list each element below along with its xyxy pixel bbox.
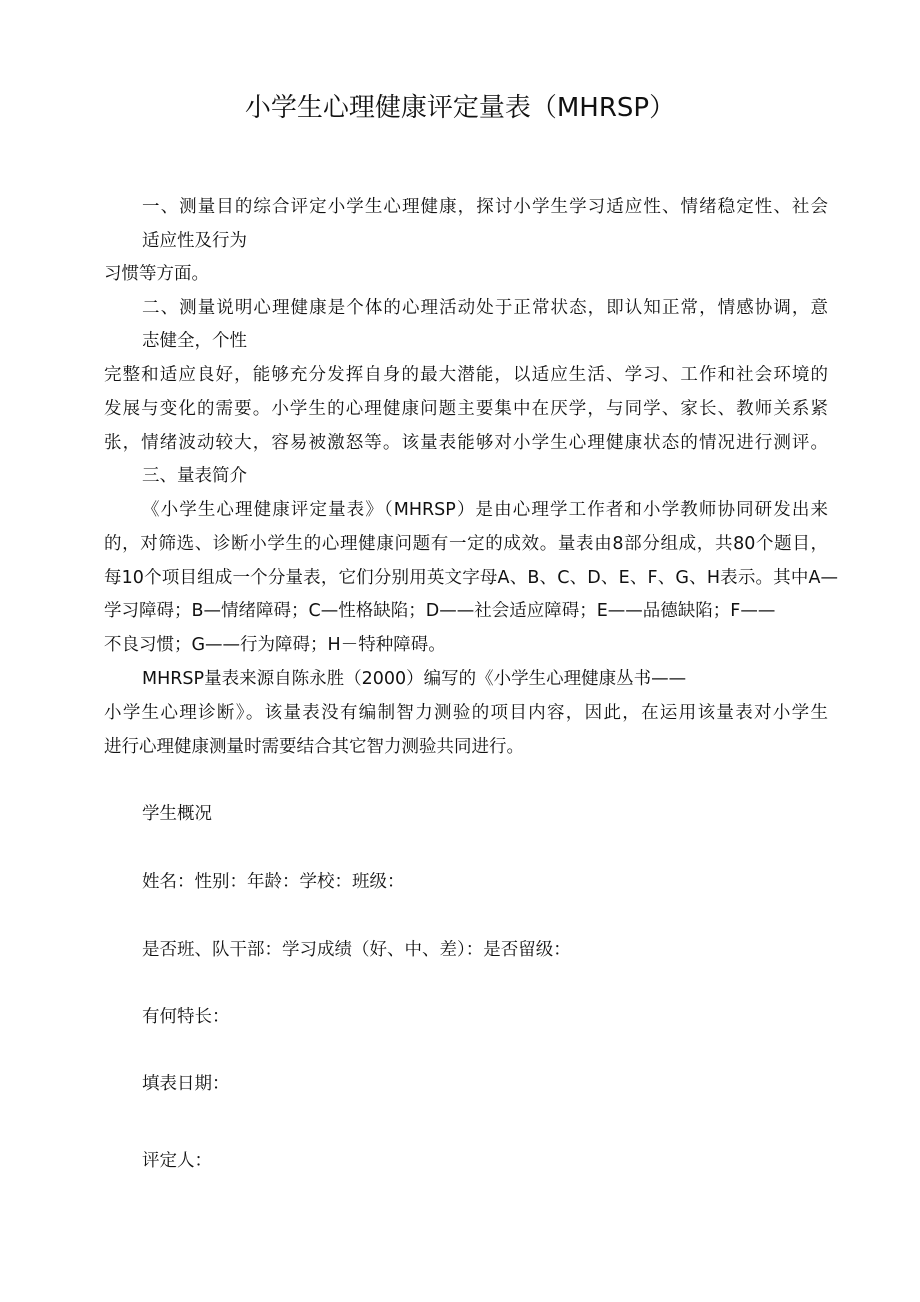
form-row-class-status: 是否班、队干部：学习成绩（好、中、差）：是否留级： bbox=[142, 940, 571, 960]
section3-p1-line3: 每10个项目组成一个分量表，它们分别用英文字母A、B、C、D、E、F、G、H表示。其中A— bbox=[104, 568, 838, 588]
section2-line1: 二、测量说明心理健康是个体的心理活动处于正常状态，即认知正常，情感协调，意 bbox=[142, 298, 828, 318]
form-row-basic-info: 姓名：性别：年龄：学校：班级： bbox=[142, 872, 405, 892]
document-title: 小学生心理健康评定量表（MHRSP） bbox=[244, 93, 676, 123]
section2-line4: 发展与变化的需要。小学生的心理健康问题主要集中在厌学，与同学、家长、教师关系紧 bbox=[104, 399, 828, 419]
form-row-fill-date: 填表日期： bbox=[142, 1074, 230, 1094]
section1-line2: 适应性及行为 bbox=[142, 231, 247, 251]
section1-line1: 一、测量目的综合评定小学生心理健康，探讨小学生学习适应性、情绪稳定性、社会 bbox=[142, 197, 828, 217]
form-row-evaluator: 评定人： bbox=[142, 1151, 212, 1171]
section1-line3: 习惯等方面。 bbox=[104, 264, 209, 284]
section3-p1-line5: 不良习惯；G——行为障碍；H－特种障碍。 bbox=[104, 635, 446, 655]
section2-line5: 张，情绪波动较大，容易被激怒等。该量表能够对小学生心理健康状态的情况进行测评。 bbox=[104, 433, 828, 453]
form-heading: 学生概况 bbox=[142, 804, 212, 824]
section3-heading: 三、量表简介 bbox=[142, 466, 247, 486]
section3-p1-line4: 学习障碍；B—情绪障碍；C—性格缺陷；D——社会适应障碍；E——品德缺陷；F—— bbox=[104, 601, 776, 621]
section3-p1-line1: 《小学生心理健康评定量表》（MHRSP）是由心理学工作者和小学教师协同研发出来 bbox=[142, 500, 828, 520]
section3-p2-line2: 小学生心理诊断》。该量表没有编制智力测验的项目内容，因此，在运用该量表对小学生 bbox=[104, 703, 828, 723]
section3-p2-line3: 进行心理健康测量时需要结合其它智力测验共同进行。 bbox=[104, 737, 524, 757]
section2-line2: 志健全，个性 bbox=[142, 331, 247, 351]
section3-p2-line1: MHRSP量表来源自陈永胜（2000）编写的《小学生心理健康丛书—— bbox=[142, 669, 687, 689]
section2-line3: 完整和适应良好，能够充分发挥自身的最大潜能，以适应生活、学习、工作和社会环境的 bbox=[104, 365, 828, 385]
section3-p1-line2: 的，对筛选、诊断小学生的心理健康问题有一定的成效。量表由8部分组成，共80个题目， bbox=[104, 534, 828, 554]
form-row-specialty: 有何特长： bbox=[142, 1007, 230, 1027]
